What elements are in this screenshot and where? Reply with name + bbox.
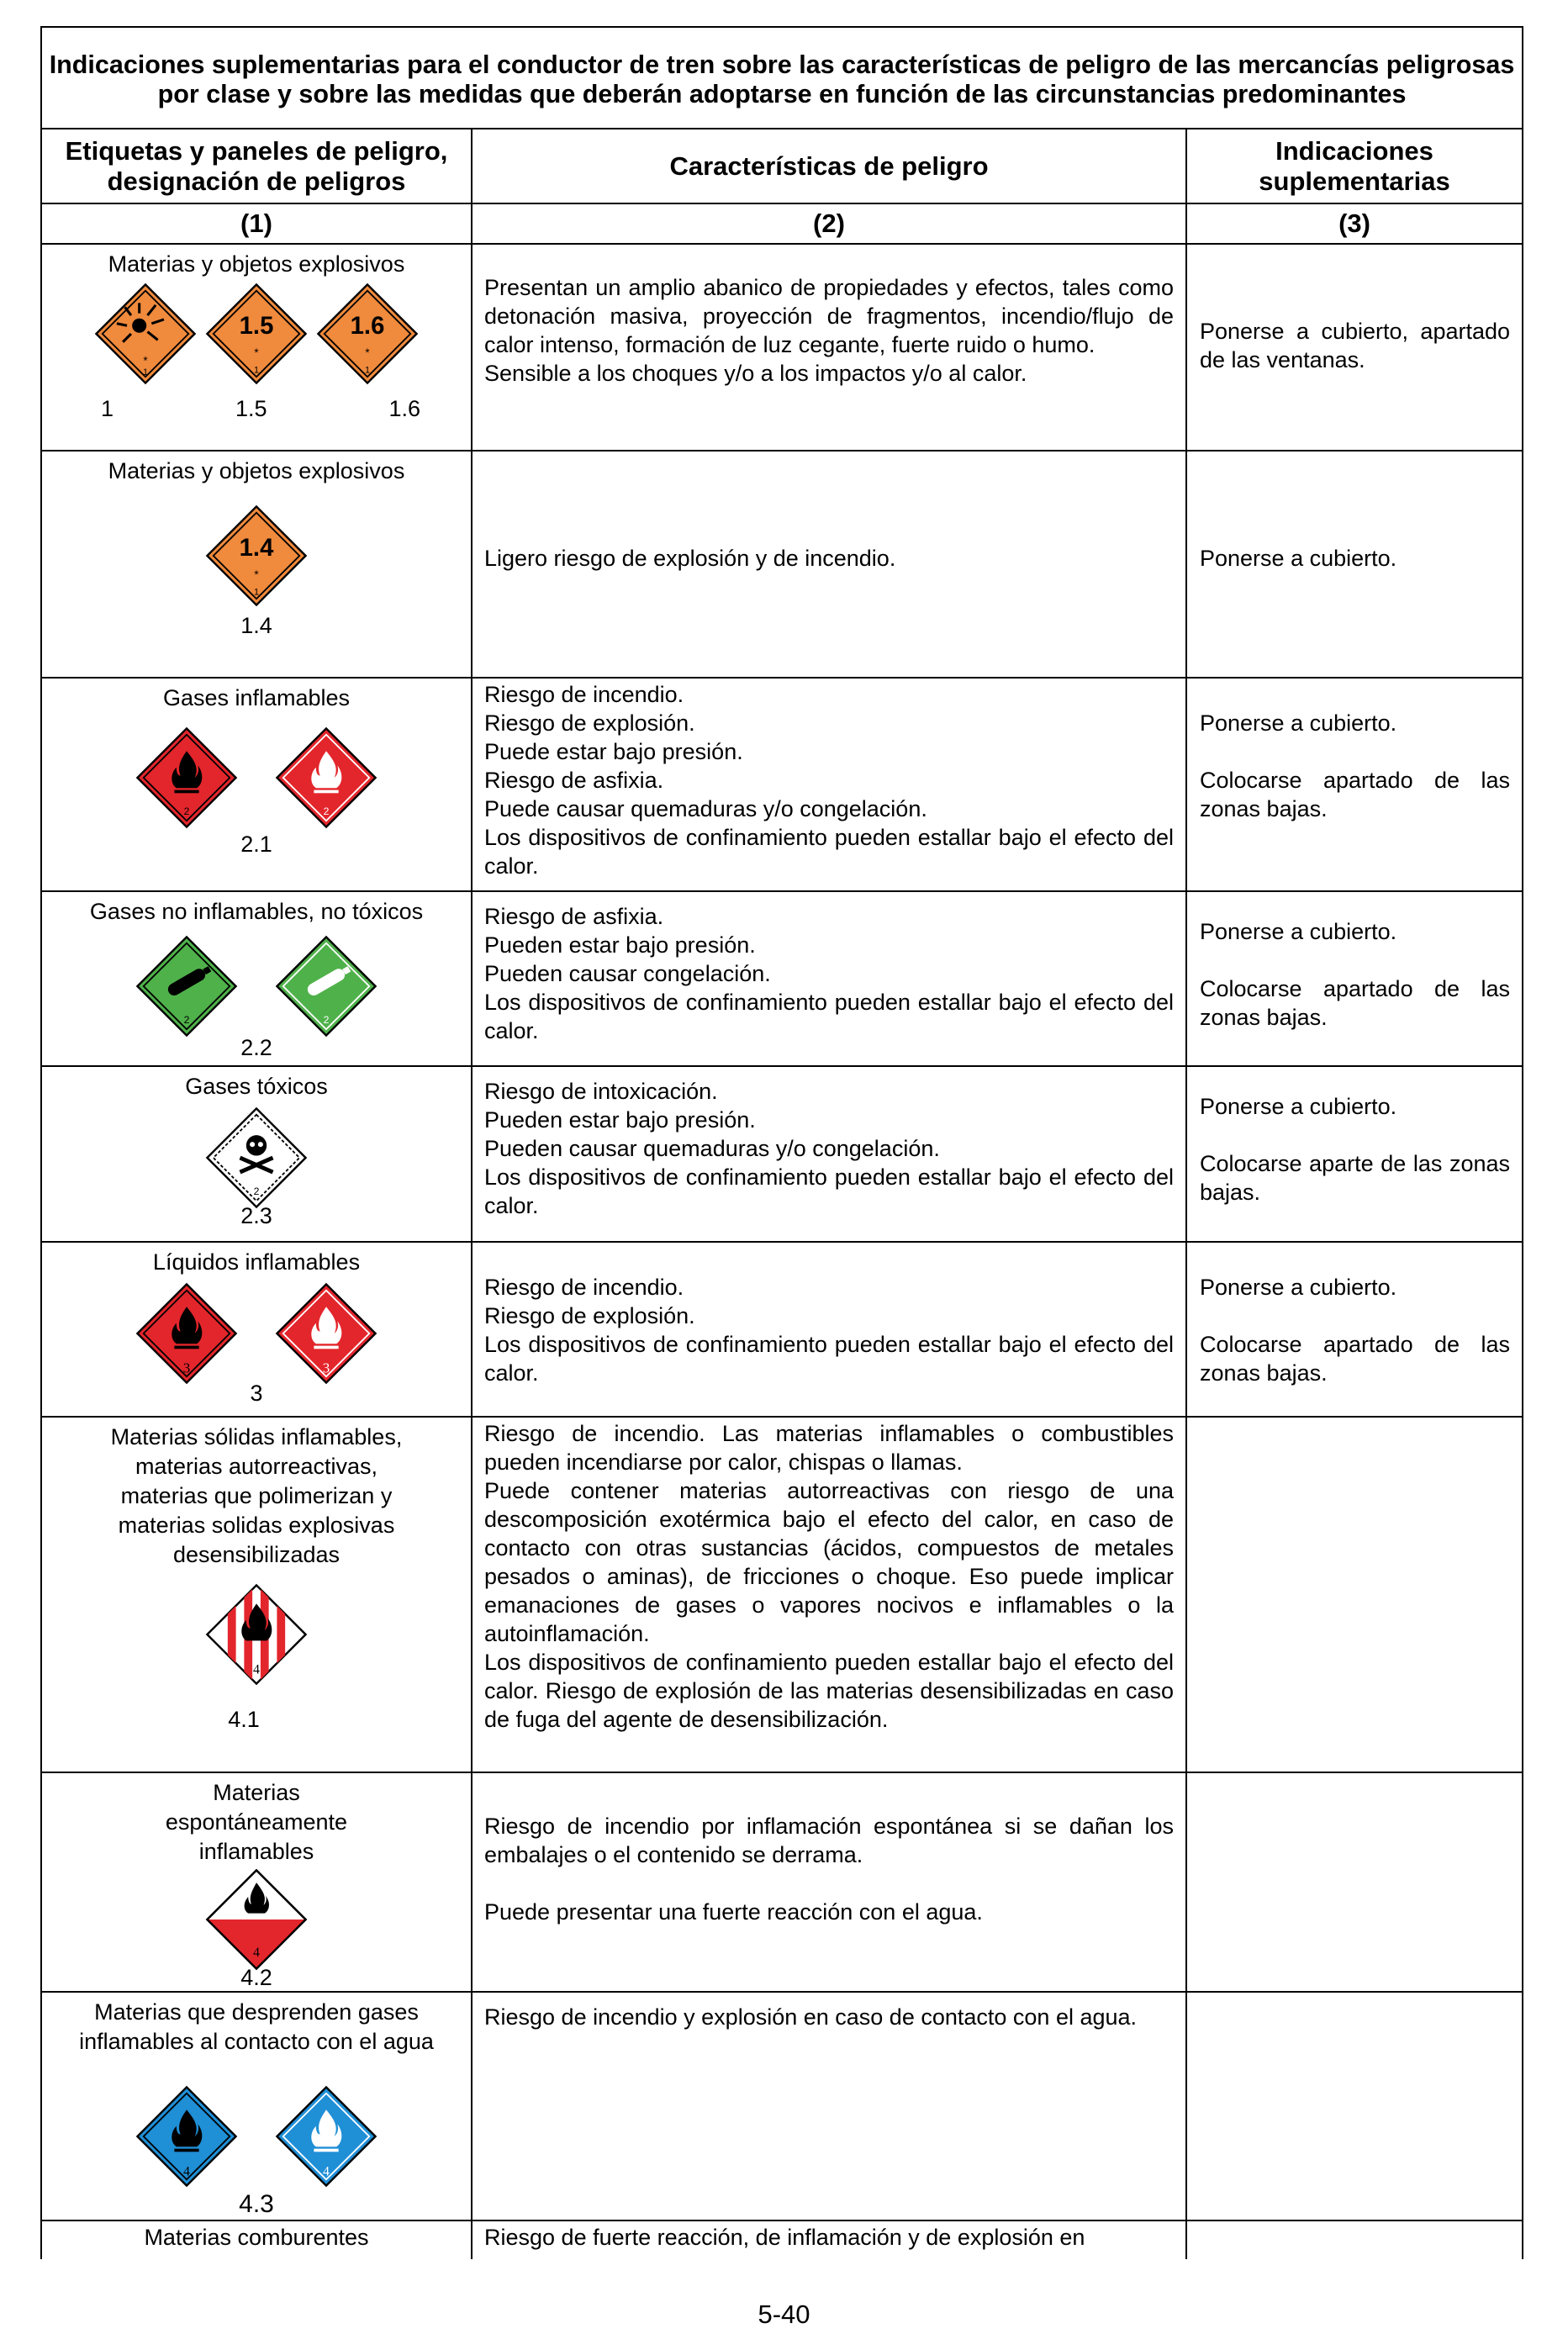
class-code: 2.2 [240, 1035, 272, 1060]
hazard-text: Puede estar bajo presión. [484, 739, 743, 764]
note-text: Colocarse apartado de las zonas bajas. [1200, 1332, 1511, 1386]
note-text: Ponerse a cubierto, apartado de las ventanas. [1200, 319, 1511, 372]
table-row [41, 1772, 1523, 1992]
svg-text:3: 3 [322, 1360, 330, 1376]
class-name: Líquidos inflamables [152, 1249, 361, 1275]
hazard-table [40, 26, 1523, 2259]
explosive-1-6-icon [316, 283, 419, 385]
table-row [41, 1242, 1523, 1417]
hazard-text: Pueden causar quemaduras y/o congelación. [484, 1136, 940, 1161]
flame-icon [275, 726, 377, 829]
gas-cylinder-icon [275, 935, 377, 1038]
svg-text:1: 1 [253, 587, 260, 598]
svg-text:1.6: 1.6 [350, 312, 385, 340]
class-code: 4.1 [228, 1707, 260, 1732]
hazard-text: Los dispositivos de confinamiento pueden estallar bajo el efecto del calor. Riesgo de explosión de las materias desensibilizadas en caso de fuga del agente de desensibilización. [484, 1650, 1174, 1732]
table-title: Indicaciones suplementarias para el conductor de tren sobre las características de peligro de las mercancías peligrosas por clase y sobre las medidas que deberán adoptarse en función de las circunstancias predominantes [41, 27, 1523, 129]
explosive-1-5-icon [205, 283, 308, 385]
class-code: 4.2 [240, 1965, 272, 1990]
class-code: 4.3 [239, 2190, 274, 2218]
flame-icon [135, 2085, 238, 2188]
explosive-1-4-icon [205, 504, 308, 607]
column-number-2: (2) [472, 203, 1186, 244]
header-notes: Indicaciones suplementarias [1186, 129, 1523, 203]
notes-cell [1186, 891, 1523, 1066]
labels-cell [41, 1066, 472, 1242]
class-name: Gases inflamables [162, 685, 351, 710]
explosive-bomb-icon [94, 283, 197, 385]
notes-cell [1186, 451, 1523, 678]
table-row [41, 451, 1523, 678]
labels-cell [41, 678, 472, 891]
labels-cell [41, 451, 472, 678]
svg-text:2: 2 [323, 805, 330, 817]
hazard-text: Los dispositivos de confinamiento pueden estallar bajo el efecto del calor. [484, 990, 1174, 1043]
hazard-cell [472, 244, 1186, 451]
note-text: Ponerse a cubierto. [1200, 710, 1397, 736]
labels-cell [41, 1417, 472, 1772]
hazard-text: Riesgo de intoxicación. [484, 1079, 718, 1104]
svg-text:*: * [254, 346, 259, 359]
hazard-text: Riesgo de incendio. [484, 682, 684, 707]
column-number-3: (3) [1186, 203, 1523, 244]
hazard-text: Los dispositivos de confinamiento pueden estallar bajo el efecto del calor. [484, 1332, 1174, 1386]
class-name: Materias comburentes [144, 2225, 369, 2250]
table-row [41, 244, 1523, 451]
notes-cell [1186, 1772, 1523, 1992]
hazard-text: Ligero riesgo de explosión y de incendio. [484, 546, 896, 571]
hazard-text: Riesgo de incendio por inflamación espontánea si se dañan los embalajes o el contenido se derrama. [484, 1814, 1174, 1867]
class-name: Materias espontáneamente inflamables [165, 1780, 348, 1864]
svg-text:1.5: 1.5 [239, 312, 274, 340]
hazard-cell [472, 1242, 1186, 1417]
table-row [41, 1417, 1523, 1772]
hazard-text: Puede contener materias autorreactivas con riesgo de una descomposición exotérmica bajo el efecto del calor, en caso de contacto con otras sustancias (ácidos, compuestos de metales pesados o aminas), de fricciones o choque. Eso puede implicar emanaciones de gases o vapores nocivos e inflamables o la autoinflamación. [484, 1478, 1174, 1646]
labels-cell [41, 1992, 472, 2220]
svg-text:4: 4 [183, 2164, 190, 2179]
hazard-cell [472, 678, 1186, 891]
hazard-text: Sensible a los choques y/o a los impactos y/o al calor. [484, 361, 1027, 386]
note-text: Colocarse apartado de las zonas bajas. [1200, 768, 1511, 821]
notes-cell [1186, 1992, 1523, 2220]
hazard-text: Los dispositivos de confinamiento pueden estallar bajo el efecto del calor. [484, 1164, 1174, 1218]
class-code: 1.6 [388, 396, 420, 421]
hazard-text: Puede causar quemaduras y/o congelación. [484, 796, 927, 821]
class-code: 2.1 [240, 832, 272, 857]
class-code: 1.4 [240, 613, 272, 638]
hazard-cell [472, 891, 1186, 1066]
note-text: Ponerse a cubierto. [1200, 1275, 1397, 1300]
hazard-text: Riesgo de explosión. [484, 710, 695, 736]
table-row [41, 891, 1523, 1066]
svg-text:2: 2 [183, 1013, 190, 1026]
svg-text:2: 2 [253, 1185, 260, 1197]
class-code: 1 [101, 396, 114, 421]
svg-text:1: 1 [142, 367, 149, 378]
column-number-1: (1) [41, 203, 472, 244]
hazard-cell [472, 1992, 1186, 2220]
class-name: Gases tóxicos [185, 1074, 328, 1099]
header-labels: Etiquetas y paneles de peligro, designación de peligros [41, 129, 472, 203]
skull-crossbones-icon [205, 1106, 308, 1209]
labels-cell [41, 891, 472, 1066]
class-name: Gases no inflamables, no tóxicos [89, 899, 424, 924]
hazard-cell [472, 2220, 1186, 2259]
svg-text:2: 2 [183, 805, 190, 817]
hazard-text: Riesgo de incendio. [484, 1275, 684, 1300]
table-row [41, 678, 1523, 891]
svg-text:*: * [143, 354, 148, 367]
hazard-text: Pueden estar bajo presión. [484, 932, 756, 958]
notes-cell [1186, 1066, 1523, 1242]
svg-text:2: 2 [323, 1013, 330, 1026]
svg-text:1: 1 [364, 365, 371, 376]
svg-text:4: 4 [253, 1945, 260, 1960]
hazard-text: Riesgo de incendio. Las materias inflamables o combustibles pueden incendiarse por calor, chispas o llamas. [484, 1421, 1174, 1475]
notes-cell [1186, 678, 1523, 891]
class-name: Materias sólidas inflamables, materias autorreactivas, materias que polimerizan y materias solidas explosivas desensibilizadas [110, 1424, 403, 1567]
table-row [41, 2220, 1523, 2259]
labels-cell [41, 244, 472, 451]
note-text: Colocarse aparte de las zonas bajas. [1200, 1151, 1511, 1205]
note-text: Ponerse a cubierto. [1200, 919, 1397, 944]
class-code: 3 [250, 1381, 263, 1406]
notes-cell [1186, 1242, 1523, 1417]
labels-cell [41, 1772, 472, 1992]
hazard-cell [472, 451, 1186, 678]
note-text: Ponerse a cubierto. [1200, 546, 1397, 571]
labels-cell [41, 1242, 472, 1417]
hazard-text: Riesgo de asfixia. [484, 904, 664, 929]
notes-cell [1186, 2220, 1523, 2259]
flame-icon [275, 1282, 377, 1385]
svg-text:*: * [365, 346, 370, 359]
flame-icon [135, 1282, 238, 1385]
header-hazard: Características de peligro [472, 129, 1186, 203]
svg-text:*: * [254, 568, 259, 581]
hazard-text: Riesgo de fuerte reacción, de inflamación y de explosión en [484, 2225, 1085, 2250]
note-text: Ponerse a cubierto. [1200, 1094, 1397, 1119]
class-code: 2.3 [240, 1203, 272, 1228]
class-name: Materias y objetos explosivos [108, 251, 405, 277]
hazard-text: Puede presentar una fuerte reacción con el agua. [484, 1899, 983, 1925]
class-name: Materias que desprenden gases inflamables al contacto con el agua [79, 1999, 434, 2054]
gas-cylinder-icon [135, 935, 238, 1038]
svg-text:1: 1 [253, 365, 260, 376]
hazard-text: Riesgo de incendio y explosión en caso de contacto con el agua. [484, 2004, 1138, 2030]
hazard-text: Pueden estar bajo presión. [484, 1107, 756, 1133]
svg-text:4: 4 [323, 2164, 330, 2179]
flame-icon [275, 2085, 377, 2188]
hazard-text: Riesgo de explosión. [484, 1303, 695, 1328]
table-row [41, 1066, 1523, 1242]
flame-icon [205, 1583, 308, 1686]
svg-text:1.4: 1.4 [239, 534, 274, 562]
table-row [41, 1992, 1523, 2220]
svg-text:4: 4 [253, 1662, 260, 1677]
note-text: Colocarse apartado de las zonas bajas. [1200, 976, 1511, 1030]
class-name: Materias y objetos explosivos [108, 458, 405, 483]
hazard-cell [472, 1417, 1186, 1772]
svg-text:3: 3 [182, 1360, 191, 1376]
flame-icon [205, 1868, 308, 1971]
hazard-cell [472, 1066, 1186, 1242]
flame-icon [135, 726, 238, 829]
hazard-text: Pueden causar congelación. [484, 961, 771, 986]
hazard-text: Los dispositivos de confinamiento pueden estallar bajo el efecto del calor. [484, 825, 1174, 879]
hazard-text: Riesgo de asfixia. [484, 768, 664, 793]
hazard-text: Presentan un amplio abanico de propiedades y efectos, tales como detonación masiva, proyección de fragmentos, incendio/flujo de calor intenso, formación de luz cegante, fuerte ruido o humo. [484, 275, 1174, 357]
page-number: 5-40 [758, 2300, 810, 2329]
class-code: 1.5 [235, 396, 267, 421]
hazard-cell [472, 1772, 1186, 1992]
notes-cell [1186, 1417, 1523, 1772]
notes-cell [1186, 244, 1523, 451]
labels-cell [41, 2220, 472, 2259]
